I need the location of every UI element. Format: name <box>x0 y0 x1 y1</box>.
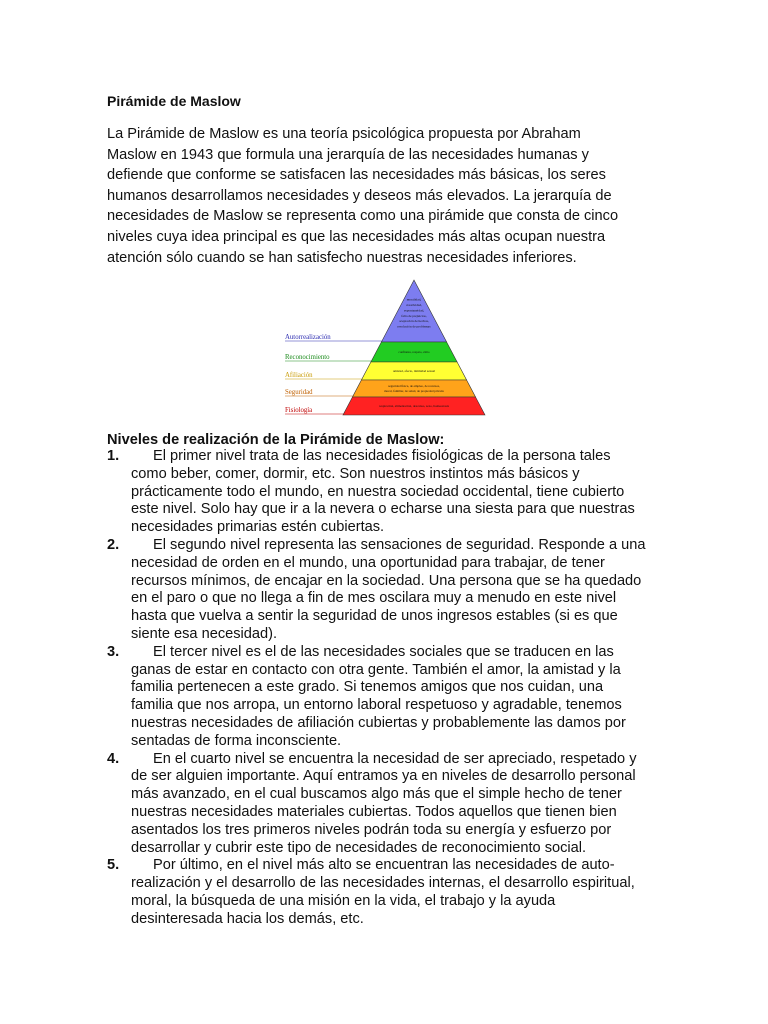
pyramid-band-text: confianza, respeto, éxito <box>398 350 430 355</box>
level-text-line: prácticamente todo el mundo, en nuestra sociedad occidental, tiene cubierto <box>131 483 625 500</box>
levels-list <box>107 448 687 929</box>
intro-line: Maslow en 1943 que formula una jerarquía de las necesidades humanas y <box>107 146 589 163</box>
level-item <box>107 857 687 928</box>
page-title: Pirámide de Maslow <box>107 93 241 109</box>
pyramid-band-text: falta de prejuicios, <box>401 313 427 318</box>
pyramid-band-text: seguridad física, de empleo, de recursos, <box>388 384 440 389</box>
pyramid-level-label: Afiliación <box>285 372 313 379</box>
level-text-line: este nivel. Solo hay que ir a la nevera o echarse una siesta para que nuestras <box>131 501 635 518</box>
level-text-line: desinteresada hacia los demás, etc. <box>131 910 364 927</box>
level-number: 3. <box>107 643 120 660</box>
level-text-line: desarrollar y cubrir este tipo de necesidades de reconocimiento social. <box>131 839 587 856</box>
pyramid-band-text: espontaneidad, <box>403 308 425 313</box>
intro-line: humanos desarrollamos necesidades y deseos más elevados. La jerarquía de <box>107 187 612 204</box>
pyramid-band-text: amistad, afecto, intimidad sexual <box>392 369 436 374</box>
level-text-line: sentadas de forma inconsciente. <box>131 732 342 749</box>
level-text-line: siente esa necesidad). <box>131 625 278 642</box>
level-text-line: necesidades primarias estén cubiertas. <box>131 519 385 536</box>
level-text-line: ganas de estar en contacto con otra gente. También el amor, la amistad y la <box>131 661 621 678</box>
level-text-line: en el paro o que no llega a fin de mes oscilara muy a menudo en este nivel <box>131 590 617 607</box>
pyramid-band-text: aceptación de hechos, <box>399 319 429 324</box>
level-text-line: nuestras necesidades materiales cubiertas. Todos aquellos que tienen bien <box>131 803 617 820</box>
intro-line: niveles cuya idea principal es que las necesidades más altas ocupan nuestra <box>107 228 606 245</box>
level-text-line: Por último, en el nivel más alto se encuentran las necesidades de auto- <box>153 857 615 874</box>
level-text-line: más avanzado, en el cual buscamos algo más que el simple hecho de tener <box>131 786 622 803</box>
maslow-pyramid <box>283 278 487 418</box>
maslow-pyramid-figure <box>283 278 487 418</box>
levels-heading: Niveles de realización de la Pirámide de Maslow: <box>107 432 445 448</box>
level-item <box>107 751 687 858</box>
level-text-line: moral, la búsqueda de una misión en la vida, el trabajo y la ayuda <box>131 892 556 909</box>
level-text-line: El tercer nivel es el de las necesidades sociales que se traducen en las <box>153 643 614 660</box>
level-item <box>107 448 687 537</box>
level-number: 5. <box>107 857 120 874</box>
intro-line: La Pirámide de Maslow es una teoría psicológica propuesta por Abraham <box>107 126 581 142</box>
pyramid-level-label: Seguridad <box>285 389 313 396</box>
pyramid-band-text: moral, familiar, de salud, de propiedad privada <box>384 388 444 393</box>
pyramid-band-text: moralidad, <box>406 297 422 302</box>
level-text-line: realización y el desarrollo de las necesidades internas, el desarrollo espiritual, <box>131 875 635 892</box>
pyramid-band-text: resolución de problemas <box>397 324 431 329</box>
level-text-line: En el cuarto nivel se encuentra la necesidad de ser apreciado, respetado y <box>153 750 637 767</box>
pyramid-band-text: creatividad, <box>406 303 422 308</box>
pyramid-level-label: Autorrealización <box>285 334 331 341</box>
level-number: 2. <box>107 536 120 553</box>
level-item <box>107 644 687 751</box>
level-text-line: necesidad de orden en el mundo, una oportunidad para trabajar, de tener <box>131 554 605 571</box>
intro-line: atención sólo cuando se han satisfecho nuestras necesidades inferiores. <box>107 249 577 266</box>
pyramid-level-label: Reconocimiento <box>285 354 330 361</box>
level-text-line: de ser alguien importante. Aquí entramos ya en niveles de desarrollo personal <box>131 768 636 785</box>
level-text-line: familia pertenecen a este grado. Si tenemos amigos que nos cuidan, una <box>131 679 604 696</box>
pyramid-band-text: respiración, alimentación, descanso, sexo, homeostasis <box>379 404 449 409</box>
level-text-line: como beber, comer, dormir, etc. Son nuestros instintos más básicos y <box>131 465 580 482</box>
intro-line: defiende que conforme se satisfacen las necesidades más básicas, los seres <box>107 167 606 184</box>
intro-line: necesidades de Maslow se representa como una pirámide que consta de cinco <box>107 208 619 225</box>
level-text-line: asentados los tres primeros niveles podrán toda su energía y esfuerzo por <box>131 821 612 838</box>
level-item <box>107 537 687 644</box>
level-text-line: hasta que vuelva a sentir la seguridad de unos ingresos estables (si es que <box>131 608 618 625</box>
level-number: 1. <box>107 448 120 464</box>
level-text-line: El primer nivel trata de las necesidades fisiológicas de la persona tales <box>153 448 611 464</box>
level-text-line: El segundo nivel representa las sensaciones de seguridad. Responde a una <box>153 536 646 553</box>
pyramid-level-label: Fisiología <box>285 407 313 414</box>
intro-paragraph <box>107 124 647 268</box>
level-number: 4. <box>107 750 120 767</box>
level-text-line: recursos mínimos, de encajar en la sociedad. Una persona que se ha quedado <box>131 572 642 589</box>
level-text-line: familia que nos arropa, un entorno laboral respetuoso y agradable, tenemos <box>131 697 622 714</box>
level-text-line: nuestras necesidades de afiliación cubiertas y probablemente las damos por <box>131 714 626 731</box>
